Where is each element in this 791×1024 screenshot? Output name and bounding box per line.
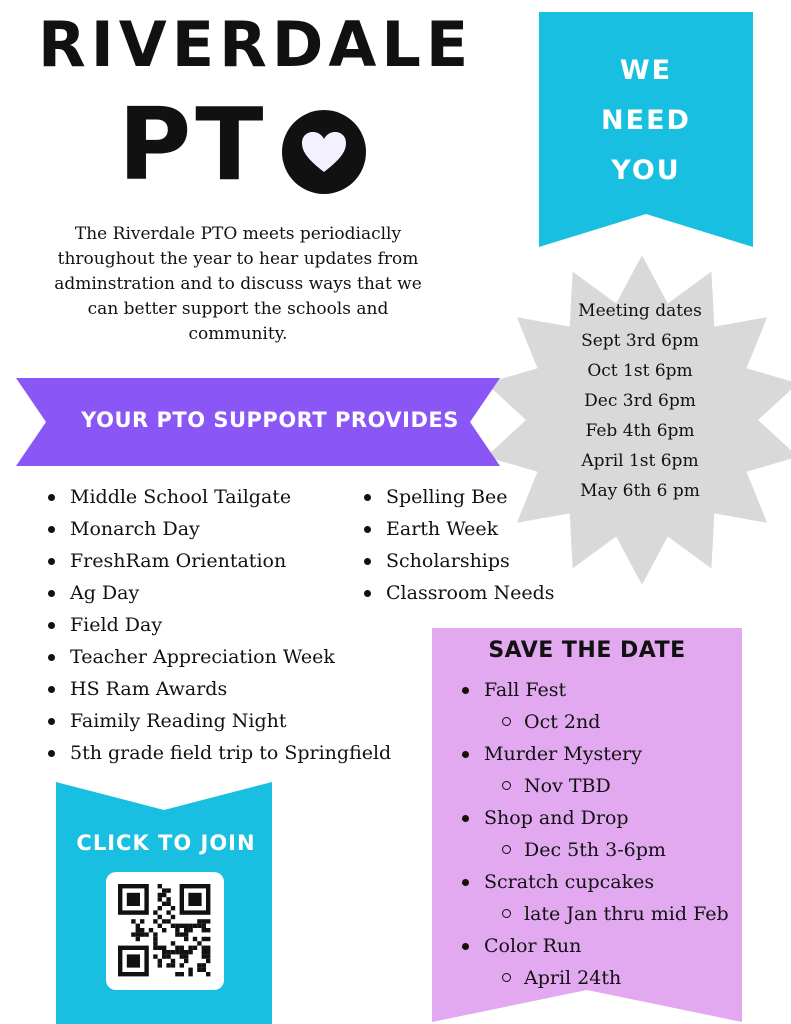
list-item: Monarch Day — [48, 513, 391, 545]
list-item: FreshRam Orientation — [48, 545, 391, 577]
list-item: Faimily Reading Night — [48, 705, 391, 737]
meeting-dates — [560, 296, 720, 506]
event-name: Fall Fest — [462, 674, 729, 706]
event-name: Scratch cupcakes — [462, 866, 729, 898]
event-date: April 24th — [462, 962, 729, 994]
event-date: Nov TBD — [462, 770, 729, 802]
list-item: Earth Week — [364, 513, 555, 545]
heart-icon — [282, 110, 366, 194]
save-the-date-title: SAVE THE DATE — [488, 638, 686, 663]
meeting-date: April 1st 6pm — [581, 451, 699, 471]
qr-code-image — [106, 872, 224, 990]
meeting-dates-title: Meeting dates — [578, 301, 702, 321]
ribbon-line-2: NEED — [601, 105, 691, 136]
event-name: Color Run — [462, 930, 729, 962]
meeting-date: Feb 4th 6pm — [585, 421, 695, 441]
list-item: Spelling Bee — [364, 481, 555, 513]
support-list-right — [364, 481, 555, 609]
ribbon-line-3: YOU — [611, 155, 681, 186]
list-item: Classroom Needs — [364, 577, 555, 609]
save-the-date-list — [462, 674, 729, 994]
list-item: 5th grade field trip to Springfield — [48, 737, 391, 769]
list-item: Field Day — [48, 609, 391, 641]
event-name: Shop and Drop — [462, 802, 729, 834]
qr-code[interactable] — [106, 872, 224, 990]
support-list-left — [48, 481, 391, 769]
we-need-you-text — [539, 46, 753, 196]
meeting-date: Dec 3rd 6pm — [584, 391, 696, 411]
meeting-date: May 6th 6 pm — [580, 481, 700, 501]
title-pto: PT — [118, 86, 268, 203]
click-to-join-link[interactable]: CLICK TO JOIN — [76, 831, 256, 855]
list-item: Middle School Tailgate — [48, 481, 391, 513]
list-item: Teacher Appreciation Week — [48, 641, 391, 673]
list-item: HS Ram Awards — [48, 673, 391, 705]
event-date: Dec 5th 3-6pm — [462, 834, 729, 866]
support-title: YOUR PTO SUPPORT PROVIDES — [81, 408, 459, 432]
title-riverdale: RIVERDALE — [38, 8, 474, 81]
list-item: Ag Day — [48, 577, 391, 609]
meeting-date: Oct 1st 6pm — [587, 361, 693, 381]
ribbon-line-1: WE — [619, 55, 673, 86]
intro-text: The Riverdale PTO meets periodiaclly throughout the year to hear updates from adminstration and to discuss ways that we can better support the schools and community. — [54, 224, 422, 344]
event-name: Murder Mystery — [462, 738, 729, 770]
event-date: Oct 2nd — [462, 706, 729, 738]
event-date: late Jan thru mid Feb — [462, 898, 729, 930]
list-item: Scholarships — [364, 545, 555, 577]
meeting-date: Sept 3rd 6pm — [581, 331, 699, 351]
